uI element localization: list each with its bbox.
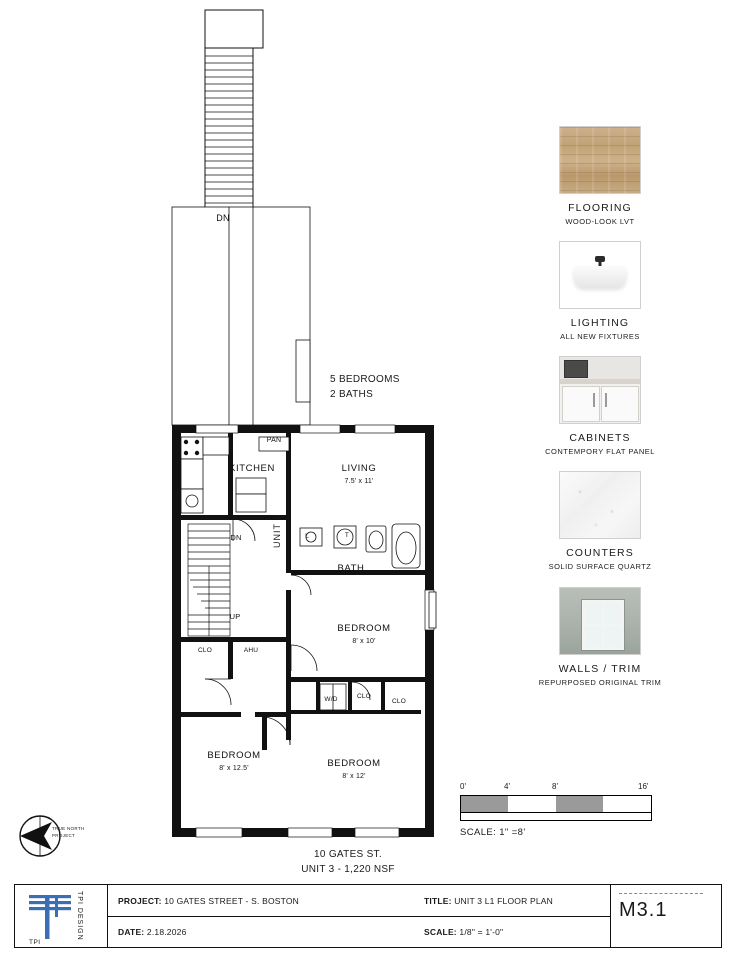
scale-seg-3	[556, 796, 603, 812]
title-block-row-2	[108, 916, 610, 947]
scale-tick-0: 0'	[460, 782, 466, 791]
scale-bar-segments-bottom	[460, 813, 652, 821]
stair-dn-upper-label: DN	[216, 213, 230, 223]
title-field	[418, 896, 610, 906]
room-label-bedroom-left: BEDROOM 8' x 12.5'	[207, 750, 261, 772]
project-key: PROJECT:	[118, 895, 162, 906]
bedroom-bath-count	[330, 372, 400, 402]
scale-tick-1: 4'	[504, 782, 510, 791]
scale-seg-2	[508, 796, 556, 812]
scale-bar	[460, 782, 660, 838]
title-block-row-1	[108, 885, 610, 917]
room-label-living: LIVING 7.5' x 11'	[341, 463, 377, 485]
lighting-swatch-image	[559, 241, 641, 309]
cabinet-handle-left	[593, 393, 595, 407]
closet-label-3: CLO	[392, 698, 406, 705]
scale-bar-ticks	[460, 782, 660, 794]
room-label-bath: BATH	[337, 563, 365, 574]
cabinet-handle-right	[605, 393, 607, 407]
scale-tick-2: 8'	[552, 782, 558, 791]
scale-seg-1	[461, 796, 508, 812]
tpi-logo-icon	[29, 893, 71, 939]
counters-caption: COUNTERS	[566, 547, 634, 560]
date-key: DATE:	[118, 926, 145, 937]
date-field	[108, 927, 418, 937]
material-item-lighting	[490, 241, 710, 342]
counters-subcaption: SOLID SURFACE QUARTZ	[548, 562, 652, 572]
toilet-label: T	[344, 532, 350, 539]
north-arrow-label-1: TRUE NORTH	[52, 826, 85, 831]
logo-cell	[15, 885, 108, 947]
room-label-bedroom-mid: BEDROOM 8' x 10'	[337, 623, 391, 645]
address-line-1: 10 GATES ST.	[314, 849, 382, 860]
closet-label-1: CLO	[198, 647, 212, 654]
counter-shape	[560, 379, 640, 384]
scale-value: 1/8" = 1'-0"	[459, 926, 504, 937]
flooring-subcaption: WOOD-LOOK LVT	[565, 217, 635, 226]
sheet-divider	[619, 893, 703, 894]
address-line-2: UNIT 3 - 1,220 NSF	[301, 863, 395, 875]
scale-tick-3: 16'	[638, 782, 649, 791]
room-label-bedroom-right: BEDROOM 8' x 12'	[327, 758, 381, 780]
cabinets-swatch-image	[559, 356, 641, 424]
material-item-flooring	[490, 126, 710, 227]
lav-label: L	[305, 533, 309, 540]
cabinets-subcaption: CONTEMPORY FLAT PANEL	[545, 447, 655, 457]
material-item-walls	[490, 587, 710, 688]
title-key: TITLE:	[424, 895, 452, 906]
title-block-info	[108, 885, 610, 947]
window-shape	[582, 600, 624, 650]
scale-seg-5	[461, 813, 508, 820]
project-value: 10 GATES STREET - S. BOSTON	[164, 895, 300, 906]
washer-dryer-label: W/D	[324, 696, 338, 703]
lighting-subcaption: ALL NEW FIXTURES	[560, 332, 640, 342]
counters-swatch-image	[559, 471, 641, 539]
cabinets-caption: CABINETS	[569, 432, 631, 445]
project-field	[108, 896, 418, 906]
material-board	[490, 126, 710, 702]
material-item-cabinets	[490, 356, 710, 457]
room-label-kitchen: KITCHEN	[229, 463, 275, 474]
scale-seg-7	[556, 813, 603, 820]
walls-subcaption: REPURPOSED ORIGINAL TRIM	[538, 677, 662, 687]
flooring-caption: FLOORING	[568, 202, 632, 214]
north-arrow-label-2: PROJECT	[52, 832, 76, 838]
scale-key: SCALE:	[424, 926, 457, 937]
bedroom-count-line: 5 BEDROOMS	[330, 374, 400, 385]
pantry-label: PAN	[266, 437, 282, 444]
flooring-swatch-image	[559, 126, 641, 194]
scale-seg-4	[603, 796, 651, 812]
date-value: 2.18.2026	[146, 926, 187, 937]
scale-bar-label: SCALE: 1" =8'	[460, 827, 526, 838]
title-value: UNIT 3 L1 FLOOR PLAN	[454, 895, 553, 906]
logo-tpi-text: TPI	[29, 939, 41, 946]
stair-up-label: UP	[229, 612, 241, 621]
title-block	[14, 884, 722, 948]
lighting-caption: LIGHTING	[570, 317, 630, 330]
ahu-label: AHU	[243, 647, 259, 654]
scale-field	[418, 927, 610, 937]
sheet-number-cell	[610, 885, 721, 947]
bath-count-line: 2 BATHS	[330, 389, 374, 400]
scale-seg-8	[603, 813, 651, 820]
logo-wordmark: TPI DESIGN	[76, 891, 84, 941]
unit-vertical-label: UNIT 3	[272, 513, 282, 548]
closet-label-2: CLO	[357, 693, 371, 700]
stair-dn-lower-label: DN	[230, 533, 242, 542]
walls-swatch-image	[559, 587, 641, 655]
scale-bar-segments-top	[460, 795, 652, 813]
material-item-counters	[490, 471, 710, 572]
plan-address-caption	[228, 848, 468, 877]
walls-caption: WALLS / TRIM	[558, 662, 642, 675]
light-drum-icon	[574, 266, 626, 288]
north-arrow	[18, 812, 88, 866]
appliance-shape	[564, 360, 588, 378]
sheet-number: M3.1	[619, 899, 668, 921]
scale-seg-6	[508, 813, 556, 820]
